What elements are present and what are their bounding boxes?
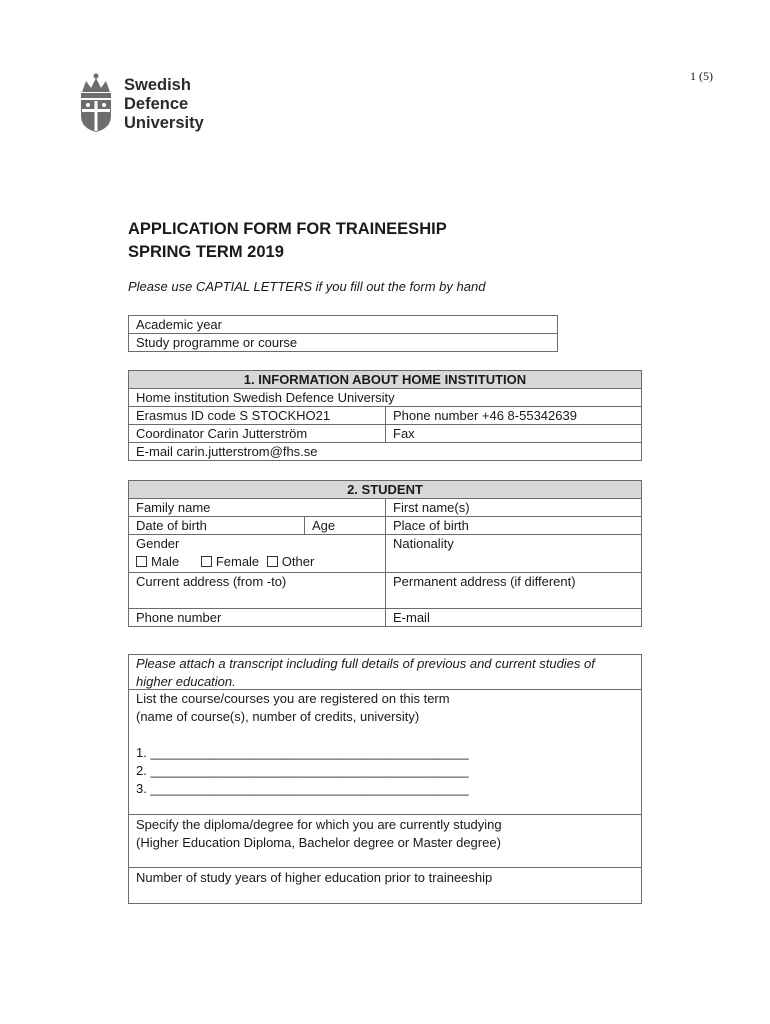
academic-year-field[interactable]: Academic year [129,316,558,334]
student-table [128,480,642,627]
course-line-1: 1. ____________________________________________ [136,745,469,760]
student-phone-field[interactable]: Phone number [129,609,386,627]
female-checkbox[interactable] [201,556,212,567]
registered-courses-field[interactable]: List the course/courses you are registered on this term (name of course(s), number of credits, university) 1. ____________________________________________ 2. ____________________________________________ 3. ____________________________________________ [128,689,642,815]
place-of-birth-field[interactable]: Place of birth [386,517,642,535]
home-institution-field[interactable]: Home institution Swedish Defence University [129,389,642,407]
home-institution-table [128,370,642,461]
institution-email-field[interactable]: E-mail carin.jutterstrom@fhs.se [129,443,642,461]
section-2-header: 2. STUDENT [129,481,642,499]
study-years-field[interactable]: Number of study years of higher education prior to traineeship [128,867,642,904]
study-programme-field[interactable]: Study programme or course [129,334,558,352]
student-email-field[interactable]: E-mail [386,609,642,627]
form-title: APPLICATION FORM FOR TRAINEESHIP SPRING TERM 2019 [128,220,447,261]
permanent-address-field[interactable]: Permanent address (if different) [386,573,642,609]
first-names-field[interactable]: First name(s) [386,499,642,517]
course-line-2: 2. ____________________________________________ [136,763,469,778]
section-1-header: 1. INFORMATION ABOUT HOME INSTITUTION [129,371,642,389]
course-line-3: 3. ____________________________________________ [136,781,469,796]
gender-field: Gender Male Female Other [129,535,386,573]
transcript-note: Please attach a transcript including full details of previous and current studies of higher education. [128,654,642,690]
diploma-degree-field[interactable]: Specify the diploma/degree for which you are currently studying (Higher Education Diploma, Bachelor degree or Master degree) [128,814,642,868]
logo-wordmark: Swedish Defence University [124,76,204,132]
course-table [128,315,558,352]
date-of-birth-field[interactable]: Date of birth [129,517,305,535]
crown-emblem-icon [78,72,114,134]
page-number: 1 (5) [690,69,713,83]
university-logo [78,72,204,139]
family-name-field[interactable]: Family name [129,499,386,517]
coordinator-field[interactable]: Coordinator Carin Jutterström [129,425,386,443]
other-checkbox[interactable] [267,556,278,567]
institution-phone-field[interactable]: Phone number +46 8-55342639 [386,407,642,425]
age-field[interactable]: Age [305,517,386,535]
nationality-field[interactable]: Nationality [386,535,642,573]
fax-field[interactable]: Fax [386,425,642,443]
fill-instruction: Please use CAPTIAL LETTERS if you fill out the form by hand [128,279,486,294]
erasmus-id-field[interactable]: Erasmus ID code S STOCKHO21 [129,407,386,425]
current-address-field[interactable]: Current address (from -to) [129,573,386,609]
male-checkbox[interactable] [136,556,147,567]
